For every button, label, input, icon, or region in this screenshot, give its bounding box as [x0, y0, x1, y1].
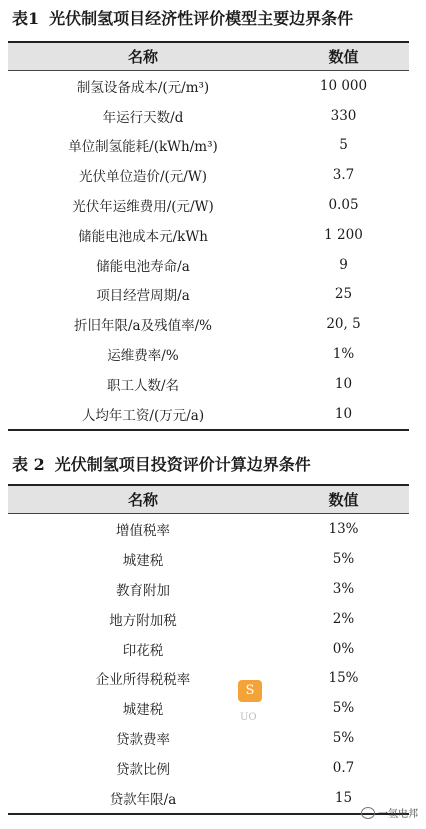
row-value: 9: [339, 256, 348, 273]
table-row: [8, 101, 409, 131]
row-value: 0.05: [328, 197, 359, 214]
table-row: [8, 693, 409, 723]
row-name: 贷款费率: [116, 732, 170, 749]
header-value: 数值: [328, 491, 359, 509]
row-value: 5: [339, 137, 348, 154]
row-name: 人均年工资/(万元/a): [81, 407, 205, 424]
table-row: [8, 399, 409, 429]
row-value: 13%: [328, 520, 359, 537]
table-row: [8, 544, 409, 574]
table-row: [8, 604, 409, 634]
row-value: 10: [334, 375, 353, 392]
table1-number: 表1: [12, 9, 40, 28]
row-value: 0%: [332, 640, 355, 657]
table2-caption: [0, 452, 426, 475]
header-name: 名称: [127, 491, 158, 509]
row-value: 5%: [332, 700, 355, 717]
table-row: [8, 160, 409, 190]
table-row: [8, 574, 409, 604]
row-name: 教育附加: [116, 582, 170, 599]
row-value: 10 000: [319, 77, 368, 94]
row-name: 城建税: [122, 552, 164, 569]
row-value: 330: [330, 107, 357, 124]
row-name: 贷款比例: [116, 762, 170, 779]
table-row: [8, 71, 409, 101]
table2-body: [8, 514, 409, 813]
row-name: 制氢设备成本/(元/m³): [76, 79, 210, 96]
watermark-logo: S: [238, 680, 262, 702]
table-row: [8, 309, 409, 339]
row-value: 20, 5: [326, 316, 361, 333]
row-value: 5%: [332, 550, 355, 567]
row-value: 3%: [332, 580, 355, 597]
table1-header: [8, 43, 409, 71]
row-value: 2%: [332, 610, 355, 627]
row-value: 15: [334, 789, 353, 806]
table-row: [8, 663, 409, 693]
table-row: [8, 514, 409, 544]
row-name: 地方附加税: [109, 612, 177, 629]
row-value: 1 200: [324, 226, 363, 243]
row-name: 职工人数/名: [106, 377, 180, 394]
table2-title: 光伏制氢项目投资评价计算边界条件: [54, 455, 311, 474]
table-row: [8, 369, 409, 399]
table1: [8, 41, 409, 431]
row-name: 增值税率: [116, 522, 170, 539]
watermark-text: UO: [240, 712, 257, 723]
row-name: 运维费率/%: [107, 348, 179, 365]
table-row: [8, 783, 409, 813]
row-name: 光伏年运维费用/(元/W): [72, 199, 214, 216]
header-value: 数值: [328, 48, 359, 66]
row-name: 单位制氢能耗/(kWh/m³): [68, 139, 218, 156]
table-row: [8, 190, 409, 220]
header-name: 名称: [127, 48, 158, 66]
row-value: 0.7: [332, 760, 355, 777]
table1-title: 光伏制氢项目经济性评价模型主要边界条件: [49, 9, 354, 28]
row-value: 3.7: [332, 167, 355, 184]
footer-text: 一氢电邦: [378, 809, 418, 820]
table-row: [8, 634, 409, 664]
row-value: 5%: [332, 730, 355, 747]
row-value: 10: [334, 405, 353, 422]
wechat-icon: [361, 807, 375, 819]
table-row: [8, 250, 409, 280]
row-value: 15%: [328, 670, 359, 687]
table-row: [8, 280, 409, 310]
footer-brand: [361, 805, 418, 820]
table-row: [8, 220, 409, 250]
row-name: 年运行天数/d: [102, 109, 184, 126]
row-name: 企业所得税税率: [95, 672, 191, 689]
table2-header: [8, 486, 409, 514]
table-row: [8, 131, 409, 161]
row-value: 1%: [332, 346, 355, 363]
table-row: [8, 753, 409, 783]
row-name: 储能电池成本元/kWh: [78, 228, 208, 245]
table1-body: [8, 71, 409, 429]
row-name: 折旧年限/a及残值率/%: [74, 318, 212, 335]
table2: [8, 484, 409, 815]
table-row: [8, 339, 409, 369]
row-name: 项目经营周期/a: [96, 288, 190, 305]
table2-number: 表 2: [12, 455, 45, 474]
row-name: 贷款年限/a: [109, 791, 177, 808]
row-name: 储能电池寿命/a: [96, 258, 190, 275]
row-name: 光伏单位造价/(元/W): [78, 169, 207, 186]
table1-caption: [0, 6, 426, 29]
table-row: [8, 723, 409, 753]
row-name: 城建税: [122, 702, 164, 719]
row-name: 印花税: [122, 642, 164, 659]
row-value: 25: [334, 286, 353, 303]
